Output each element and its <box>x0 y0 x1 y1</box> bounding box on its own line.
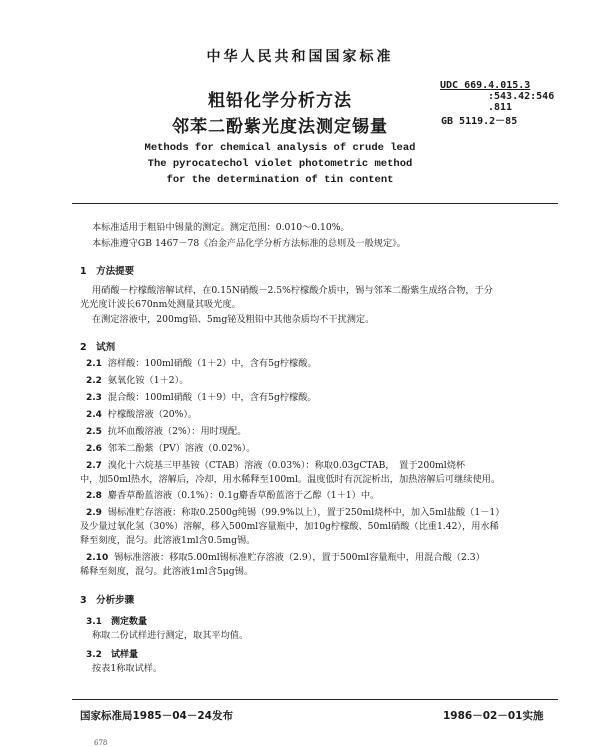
title-en-3: for the determination of tin content <box>166 174 394 186</box>
title-cn-1: 粗铅化学分析方法 <box>208 91 352 111</box>
section-2-heading: 2 试剂 <box>80 342 116 353</box>
reagent-item-2-7-cont: 中，加50ml热水，溶解后，冷却，用水稀释至100ml。温度低时有沉淀析出，加热溶解后可继续使用。 <box>80 474 501 485</box>
reagent-item <box>86 358 317 370</box>
item-text: 溶样酸：100ml硝酸（1＋2）中，含有5g柠檬酸。 <box>107 358 317 369</box>
section-1-para-1a: 用硝酸－柠檬酸溶解试样，在0.15N硝酸－2.5%柠檬酸介质中，锡与邻苯二酚紫生成络合物，于分 <box>92 285 493 296</box>
reagent-item <box>86 392 317 404</box>
item-number: 2.9 <box>86 508 102 518</box>
section-1-para-1b: 光光度计波长670nm处测量其吸光度。 <box>80 299 241 310</box>
item-number: 2.1 <box>86 359 102 369</box>
reagent-item-2-8 <box>86 490 379 502</box>
subsection-3-1-text: 称取二份试样进行测定，取其平均值。 <box>92 630 249 641</box>
reagent-item-2-9-cont-2: 释至刻度，混匀。此溶液1ml含0.5mg锡。 <box>80 535 256 546</box>
item-number: 2.4 <box>86 410 102 420</box>
standard-name: 中华人民共和国国家标准 <box>206 49 394 65</box>
item-text: 锡标准溶液：移取5.00ml锡标准贮存溶液（2.9），置于500ml容量瓶中，用混合酸（2.3） <box>114 552 485 563</box>
item-text: 抗坏血酸溶液（2%）：用时现配。 <box>107 426 247 437</box>
udc-code <box>440 80 554 113</box>
item-number: 2.5 <box>86 427 102 437</box>
reagent-item-2-7 <box>86 460 465 472</box>
effective-date: 1986－02－01实施 <box>443 710 544 722</box>
issue-date: 国家标准局1985－04－24发布 <box>80 710 233 722</box>
udc-line-1: UDC 669.4.015.3 <box>440 80 531 91</box>
udc-line-3: .811 <box>488 102 513 113</box>
reagent-item-2-9-cont-1: 及少量过氧化氢（30%）溶解，移入500ml容量瓶中，加10g柠檬酸、50ml硝酸（比重1.42），用水稀 <box>80 521 499 532</box>
item-text: 锡标准贮存溶液：称取0.2500g纯锡（99.9%以上），置于250ml烧杯中，加入5ml盐酸（1－1） <box>107 507 505 518</box>
footer-divider <box>72 699 558 700</box>
item-text: 混合酸：100ml硝酸（1＋9）中，含有5g柠檬酸。 <box>107 392 317 403</box>
intro-compliance: 本标准遵守GB 1467－78《冶金产品化学分析方法标准的总则及一般规定》。 <box>92 238 406 249</box>
item-number: 2.6 <box>86 444 102 454</box>
reagent-item-2-10 <box>86 552 485 564</box>
reagent-item <box>86 375 188 387</box>
reagent-item <box>86 443 255 455</box>
intro-scope: 本标准适用于粗铅中锡量的测定。测定范围：0.010～0.10%。 <box>92 222 350 233</box>
section-1-heading: 1 方法提要 <box>80 266 135 277</box>
subsection-3-1-heading: 3.1 测定数量 <box>86 617 147 627</box>
title-en-2: The pyrocatechol violet photometric method <box>147 158 413 170</box>
section-3-heading: 3 分析步骤 <box>80 595 135 606</box>
item-text: 柠檬酸溶液（20%）。 <box>107 409 198 420</box>
section-1-para-2: 在测定溶液中，200mg铅、5mg铋及粗铅中其他杂质均不干扰测定。 <box>92 314 375 325</box>
page-number: 678 <box>94 739 108 747</box>
item-text: 溴化十六烷基三甲基铵（CTAB）溶液（0.03%）：称取0.03gCTAB， 置于200ml烧杯 <box>107 460 466 471</box>
item-number: 2.8 <box>86 491 102 501</box>
item-text: 麝香草酚蓝溶液（0.1%）：0.1g麝香草酚蓝溶于乙醇（1＋1）中。 <box>107 490 380 501</box>
item-text: 氨氧化铵（1＋2）。 <box>107 375 189 386</box>
item-number: 2.10 <box>86 553 109 563</box>
reagent-item-2-9 <box>86 507 504 519</box>
udc-line-2: :543.42:546 <box>488 91 555 102</box>
title-cn-2: 邻苯二酚紫光度法测定锡量 <box>172 117 388 137</box>
header-divider <box>72 203 558 204</box>
item-number: 2.2 <box>86 376 102 386</box>
reagent-item <box>86 426 246 438</box>
item-number: 2.3 <box>86 393 102 403</box>
subsection-3-2-heading: 3.2 试样量 <box>86 650 138 660</box>
title-en-1: Methods for chemical analysis of crude lead <box>144 142 416 154</box>
subsection-3-2-text: 按表1称取试样。 <box>92 663 163 674</box>
item-text: 邻苯二酚紫（PV）溶液（0.02%）。 <box>107 443 256 454</box>
reagent-item <box>86 409 197 421</box>
item-number: 2.7 <box>86 461 102 471</box>
reagent-item-2-10-cont: 稀释至刻度，混匀。此溶液1ml含5μg锡。 <box>80 566 254 577</box>
gb-number: GB 5119.2－85 <box>441 116 518 127</box>
